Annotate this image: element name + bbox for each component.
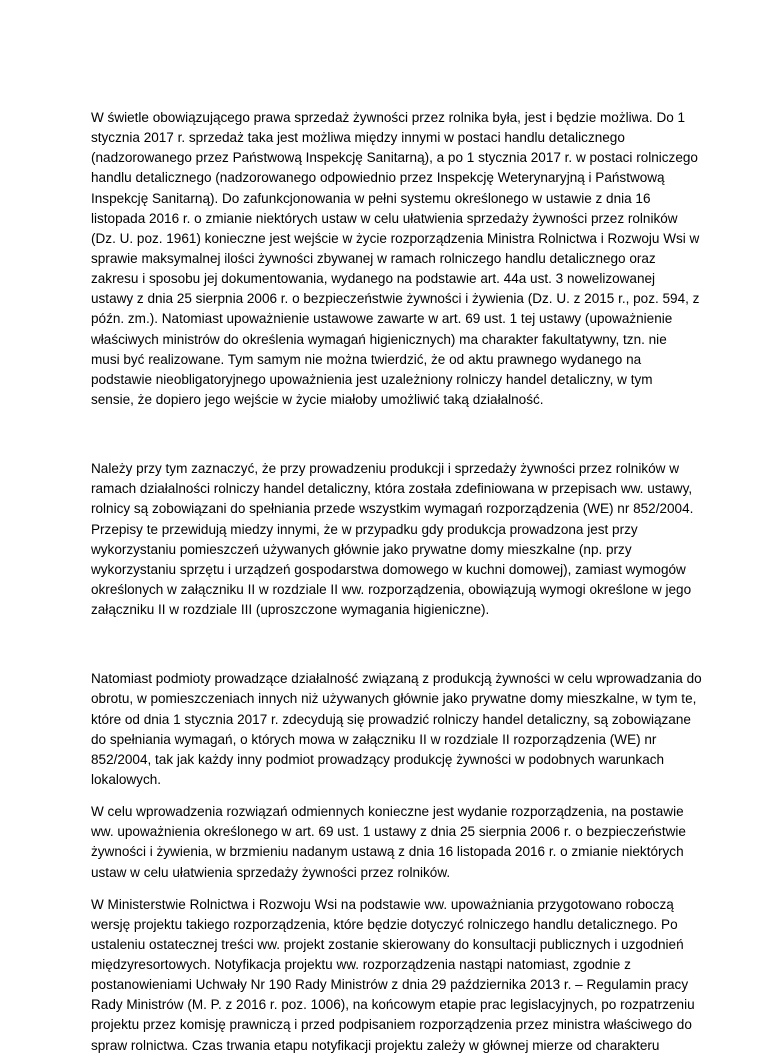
text-line: ustawy z dnia 25 sierpnia 2006 r. o bezpieczeństwie żywności i żywienia (Dz. U. z 2015 r., poz. 594, z — [91, 291, 700, 307]
text-line: rolnicy są zobowiązani do spełniania przede wszystkim wymagań rozporządzenia (WE) nr 852/2004. — [91, 501, 694, 517]
text-line: ustaleniu ostatecznej treści ww. projekt zostanie skierowany do konsultacji publicznych i uzgodnień — [91, 936, 684, 952]
text-line: żywności i żywienia, w brzmieniu nadanym ustawą z dnia 16 listopada 2016 r. o zmianie niektórych — [91, 844, 684, 860]
text-line: projektu przez komisję prawniczą i przed podpisaniem rozporządzenia przez ministra właściwego do — [91, 1017, 692, 1033]
text-line: W celu wprowadzenia rozwiązań odmiennych konieczne jest wydanie rozporządzenia, na postawie — [91, 804, 684, 820]
text-line: zakresu i sposobu jej dokumentowania, wydanego na podstawie art. 44a ust. 3 nowelizowanej — [91, 271, 656, 287]
text-line: postanowieniami Uchwały Nr 190 Rady Ministrów z dnia 29 października 2013 r. – Regulamin pracy — [91, 977, 689, 993]
text-line: W świetle obowiązującego prawa sprzedaż żywności przez rolnika była, jest i będzie możliwa. Do 1 — [91, 110, 686, 125]
paragraph-gap — [91, 790, 689, 802]
text-line: wykorzystaniu sprzętu i urządzeń gospodarstwa domowego w kuchni domowej), zamiast wymogów — [91, 561, 686, 577]
paragraph-gap — [91, 883, 689, 895]
text-line: stycznia 2017 r. sprzedaż taka jest możliwa między innymi w postaci handlu detalicznego — [91, 130, 625, 146]
text-line: które od dnia 1 stycznia 2017 r. zdecydują się prowadzić rolniczy handel detaliczny, są zobowiązane — [91, 711, 691, 727]
document-page — [91, 108, 702, 1056]
text-line: lokalowych. — [91, 771, 162, 787]
text-line: (Dz. U. poz. 1961) konieczne jest wejście w życie rozporządzenia Ministra Rolnictwa i Rozwoju Wsi w — [91, 230, 700, 246]
text-line: późn. zm.). Natomiast upoważnienie ustawowe zawarte w art. 69 ust. 1 tej ustawy (upoważnienie — [91, 311, 673, 327]
paragraph-3 — [91, 669, 702, 790]
text-line: do spełniania wymagań, o których mowa w załączniku II w rozdziale II rozporządzenia (WE) nr — [91, 731, 657, 747]
text-line: ramach działalności rolniczy handel detaliczny, która została zdefiniowana w przepisach ww. ustawy, — [91, 481, 693, 497]
text-line: ww. upoważnienia określonego w art. 69 ust. 1 ustawy z dnia 25 sierpnia 2006 r. o bezpieczeństwie — [91, 824, 686, 840]
text-line: Należy przy tym zaznaczyć, że przy prowadzeniu produkcji i sprzedaży żywności przez rolników w — [91, 461, 679, 477]
text-line: określonych w załączniku II w rozdziale II ww. rozporządzenia, obowiązują wymogi określone w jego — [91, 581, 692, 597]
paragraph-2 — [91, 459, 694, 620]
text-line: wersję projektu takiego rozporządzenia, które będzie dotyczyć rolniczego handlu detalicznego. Po — [91, 916, 678, 932]
text-line: 852/2004, tak jak każdy inny podmiot prowadzący produkcję żywności w podobnych warunkach — [91, 751, 665, 767]
paragraph-4 — [91, 802, 689, 883]
text-line: sensie, że dopiero jego wejście w życie miałoby umożliwić taką działalność. — [91, 391, 544, 407]
text-line: międzyresortowych. Notyfikacja projektu ww. rozporządzenia nastąpi natomiast, zgodnie z — [91, 957, 631, 973]
paragraph-1 — [91, 108, 700, 410]
text-line: Natomiast podmioty prowadzące działalność związaną z produkcją żywności w celu wprowadzania do — [91, 671, 702, 687]
text-line: musi być realizowane. Tym samym nie można twierdzić, że od aktu prawnego wydanego na — [91, 351, 642, 367]
text-line: handlu detalicznego (nadzorowanego odpowiednio przez Inspekcję Weterynaryjną i Państwową — [91, 170, 665, 186]
text-line: W Ministerstwie Rolnictwa i Rozwoju Wsi na podstawie ww. upoważniania przygotowano roboczą — [91, 896, 674, 912]
text-line: (nadzorowanego przez Państwową Inspekcję Sanitarną), a po 1 stycznia 2017 r. w postaci rolniczego — [91, 150, 698, 166]
text-line: sprawie maksymalnej ilości żywności zbywanej w ramach rolniczego handlu detalicznego oraz — [91, 250, 656, 266]
text-line: załączniku II w rozdziale III (uproszczone wymagania higieniczne). — [91, 602, 490, 618]
text-line: Inspekcję Sanitarną). Do zafunkcjonowania w pełni systemu określonego w ustawie z dnia 16 — [91, 190, 651, 206]
text-line: spraw rolnictwa. Czas trwania etapu notyfikacji projektu zależy w głównej mierze od charakteru — [91, 1037, 660, 1053]
text-line: listopada 2016 r. o zmianie niektórych ustaw w celu ułatwienia sprzedaży żywności przez rolników — [91, 210, 678, 226]
paragraph-5 — [91, 895, 695, 1056]
text-line: ustaw w celu ułatwienia sprzedaży żywności przez rolników. — [91, 864, 451, 880]
text-line: wykorzystaniu pomieszczeń używanych głównie jako prywatne domy mieszkalne (np. przy — [91, 541, 632, 557]
text-line: właściwych ministrów do określenia wymagań higienicznych) ma charakter fakultatywny, tzn. nie — [91, 331, 667, 347]
paragraph-gap — [91, 620, 689, 669]
text-line: Przepisy te przewidują miedzy innymi, że w przypadku gdy produkcja prowadzona jest przy — [91, 521, 638, 537]
paragraph-gap — [91, 410, 689, 459]
text-line: Rady Ministrów (M. P. z 2016 r. poz. 1006), na końcowym etapie prac legislacyjnych, po rozpatrzeniu — [91, 997, 695, 1013]
text-line: obrotu, w pomieszczeniach innych niż używanych głównie jako prywatne domy mieszkalne, w tym te, — [91, 691, 697, 707]
text-line: podstawie nieobligatoryjnego upoważnienia jest uzależniony rolniczy handel detaliczny, w tym — [91, 371, 653, 387]
